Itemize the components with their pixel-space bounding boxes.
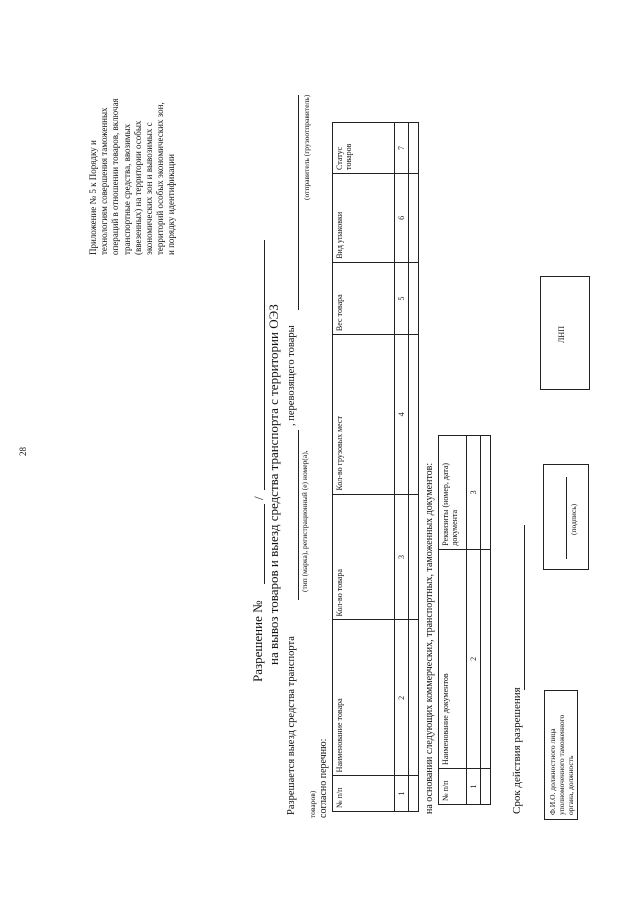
docs-table-number-row: [467, 436, 481, 805]
docs-header-cell: Реквизиты (номер, дата) документа: [439, 436, 467, 550]
validity-label: Срок действия разрешения: [511, 687, 523, 814]
page-number: 28: [18, 447, 28, 456]
sender-fill-line: [298, 95, 299, 310]
docs-number-cell: 3: [467, 436, 481, 550]
goods-empty-cell: [409, 123, 419, 174]
goods-header-cell: Статус товаров: [333, 123, 395, 174]
goods-number-cell: 5: [395, 262, 409, 334]
goods-header-cell: Кол-во грузовых мест: [333, 335, 395, 494]
goods-list-label: согласно перечню:: [318, 738, 329, 818]
docs-empty-cell: [481, 436, 491, 550]
appendix-line: (ввезенных) на территории особых: [132, 120, 143, 255]
signature-box: [543, 464, 589, 570]
stamp-box: [540, 276, 590, 390]
goods-header-cell: Вес товара: [333, 262, 395, 334]
goods-number-cell: 7: [395, 123, 409, 174]
caption-vehicle: (тип (марка), регистрационный (е) номер(а),: [300, 450, 309, 592]
goods-empty-cell: [409, 262, 419, 334]
goods-empty-cell: [409, 335, 419, 494]
goods-table: [332, 122, 419, 812]
signature-line: [566, 477, 567, 559]
official-box-text: Ф.И.О. должностного лица уполномоченного таможенного органа, должность: [548, 714, 575, 815]
caption-sender: (отправитель (грузоотправитель): [302, 94, 311, 200]
appendix-line: транспортные средства, ввозимых: [121, 123, 132, 255]
vehicle-fill-line: [298, 430, 299, 600]
permit-number-slash: /: [251, 496, 266, 500]
docs-number-cell: 2: [467, 549, 481, 768]
goods-header-cell: Кол-во товара: [333, 494, 395, 620]
goods-header-cell: Вид упаковки: [333, 173, 395, 262]
goods-header-cell: № п/п: [333, 776, 395, 812]
permit-title: Разрешение №: [250, 600, 265, 682]
goods-header-cell: Наименование товара: [333, 620, 395, 776]
official-name-box: [544, 690, 578, 820]
permit-text-mid: , перевозящего товары: [286, 325, 297, 426]
docs-header-cell: Наименование документов: [439, 549, 467, 768]
goods-empty-cell: [409, 776, 419, 812]
goods-number-cell: 3: [395, 494, 409, 620]
docs-empty-cell: [481, 549, 491, 768]
permit-number-line-2: [264, 240, 265, 490]
appendix-line: и порядку идентификации: [166, 154, 177, 255]
signature-caption: (подпись): [569, 503, 578, 535]
goods-empty-cell: [409, 620, 419, 776]
stamp-label: ЛНП: [557, 326, 566, 343]
goods-number-cell: 6: [395, 173, 409, 262]
appendix-line: территорий особых экономических зон,: [155, 102, 166, 255]
goods-empty-cell: [409, 173, 419, 262]
appendix-line: экономических зон и вывозимых с: [144, 122, 155, 255]
appendix-note: [88, 15, 178, 255]
goods-number-cell: 4: [395, 335, 409, 494]
appendix-line: технологиям совершения таможенных: [99, 107, 110, 255]
goods-table-empty-row: [409, 123, 419, 812]
goods-table-header-row: [333, 123, 395, 812]
caption-goods: товаров): [308, 790, 317, 818]
permit-text-start: Разрешается выезд средства транспорта: [286, 636, 297, 815]
permit-number-line: [264, 504, 265, 584]
docs-label: на основании следующих коммерческих, транспортных, таможенных документов:: [424, 462, 435, 814]
appendix-line: Приложение № 5 к Порядку и: [88, 140, 98, 255]
goods-empty-cell: [409, 494, 419, 620]
docs-table-header-row: [439, 436, 467, 805]
validity-fill-line: [524, 525, 525, 690]
docs-table: [438, 435, 491, 805]
goods-number-cell: 2: [395, 620, 409, 776]
goods-number-cell: 1: [395, 776, 409, 812]
goods-table-number-row: [395, 123, 409, 812]
docs-header-cell: № п/п: [439, 769, 467, 805]
docs-table-empty-row: [481, 436, 491, 805]
docs-number-cell: 1: [467, 769, 481, 805]
docs-empty-cell: [481, 769, 491, 805]
permit-subtitle: на вывоз товаров и выезд средства транспорта с территории ОЭЗ: [266, 304, 281, 665]
appendix-line: операций в отношении товаров, включая: [110, 98, 121, 255]
